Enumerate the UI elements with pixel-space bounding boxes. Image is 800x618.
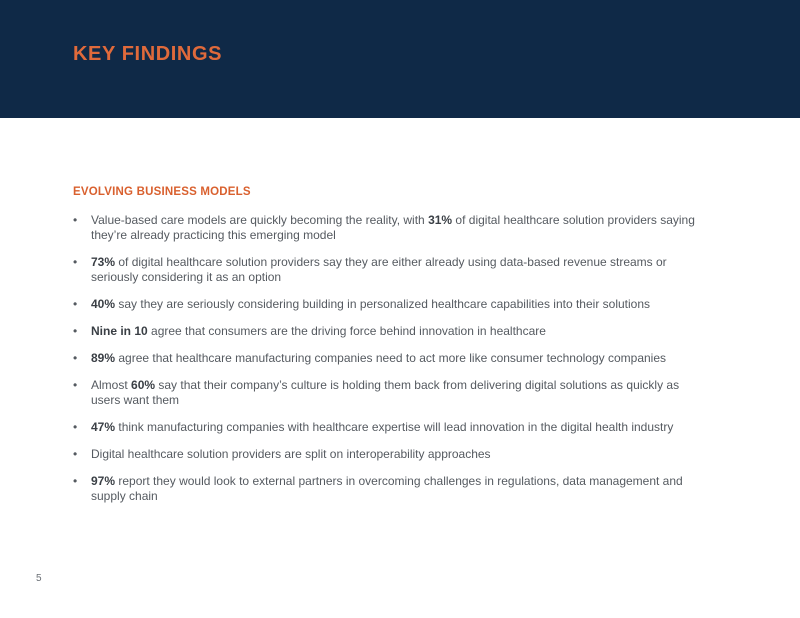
list-item	[73, 213, 703, 243]
finding-text: agree that healthcare manufacturing companies need to act more like consumer technology companies	[115, 351, 667, 365]
bullet-icon: •	[73, 474, 78, 488]
finding-text: Almost	[91, 378, 132, 392]
finding-text: think manufacturing companies with healthcare expertise will lead innovation in the digital health industry	[115, 420, 674, 434]
section-heading: EVOLVING BUSINESS MODELS	[73, 186, 251, 198]
finding-highlight: 97%	[91, 474, 116, 488]
bullet-icon: •	[73, 378, 78, 392]
bullet-icon: •	[73, 324, 78, 338]
finding-highlight: 89%	[91, 351, 116, 365]
finding-highlight: 73%	[91, 255, 116, 269]
list-item	[73, 324, 703, 339]
finding-highlight: 60%	[131, 378, 156, 392]
list-item	[73, 378, 703, 408]
finding-text: say that their company’s culture is holding them back from delivering digital solutions as quickly as users want them	[91, 378, 680, 407]
finding-text: of digital healthcare solution providers say they are either already using data-based revenue streams or seriously considering it as an option	[91, 255, 667, 284]
finding-highlight: Nine in 10	[91, 324, 148, 338]
bullet-icon: •	[73, 447, 78, 461]
bullet-icon: •	[73, 297, 78, 311]
bullet-icon: •	[73, 213, 78, 227]
finding-highlight: 40%	[91, 297, 116, 311]
finding-highlight: 47%	[91, 420, 116, 434]
finding-text: Value-based care models are quickly becoming the reality, with	[91, 213, 429, 227]
list-item	[73, 255, 703, 285]
page-number: 5	[36, 573, 42, 584]
finding-text: Digital healthcare solution providers are split on interoperability approaches	[91, 447, 491, 461]
bullet-icon: •	[73, 255, 78, 269]
list-item	[73, 420, 703, 435]
finding-text: agree that consumers are the driving force behind innovation in healthcare	[147, 324, 546, 338]
header-banner	[0, 0, 800, 118]
finding-text: report they would look to external partners in overcoming challenges in regulations, data management and supply chain	[91, 474, 683, 503]
page-title: KEY FINDINGS	[73, 43, 223, 65]
list-item	[73, 447, 703, 462]
findings-list	[73, 213, 703, 516]
finding-text: say they are seriously considering building in personalized healthcare capabilities into their solutions	[115, 297, 651, 311]
list-item	[73, 351, 703, 366]
finding-text: of digital healthcare solution providers saying they’re already practicing this emerging model	[91, 213, 695, 242]
finding-highlight: 31%	[428, 213, 453, 227]
list-item	[73, 297, 703, 312]
list-item	[73, 474, 703, 504]
bullet-icon: •	[73, 351, 78, 365]
bullet-icon: •	[73, 420, 78, 434]
